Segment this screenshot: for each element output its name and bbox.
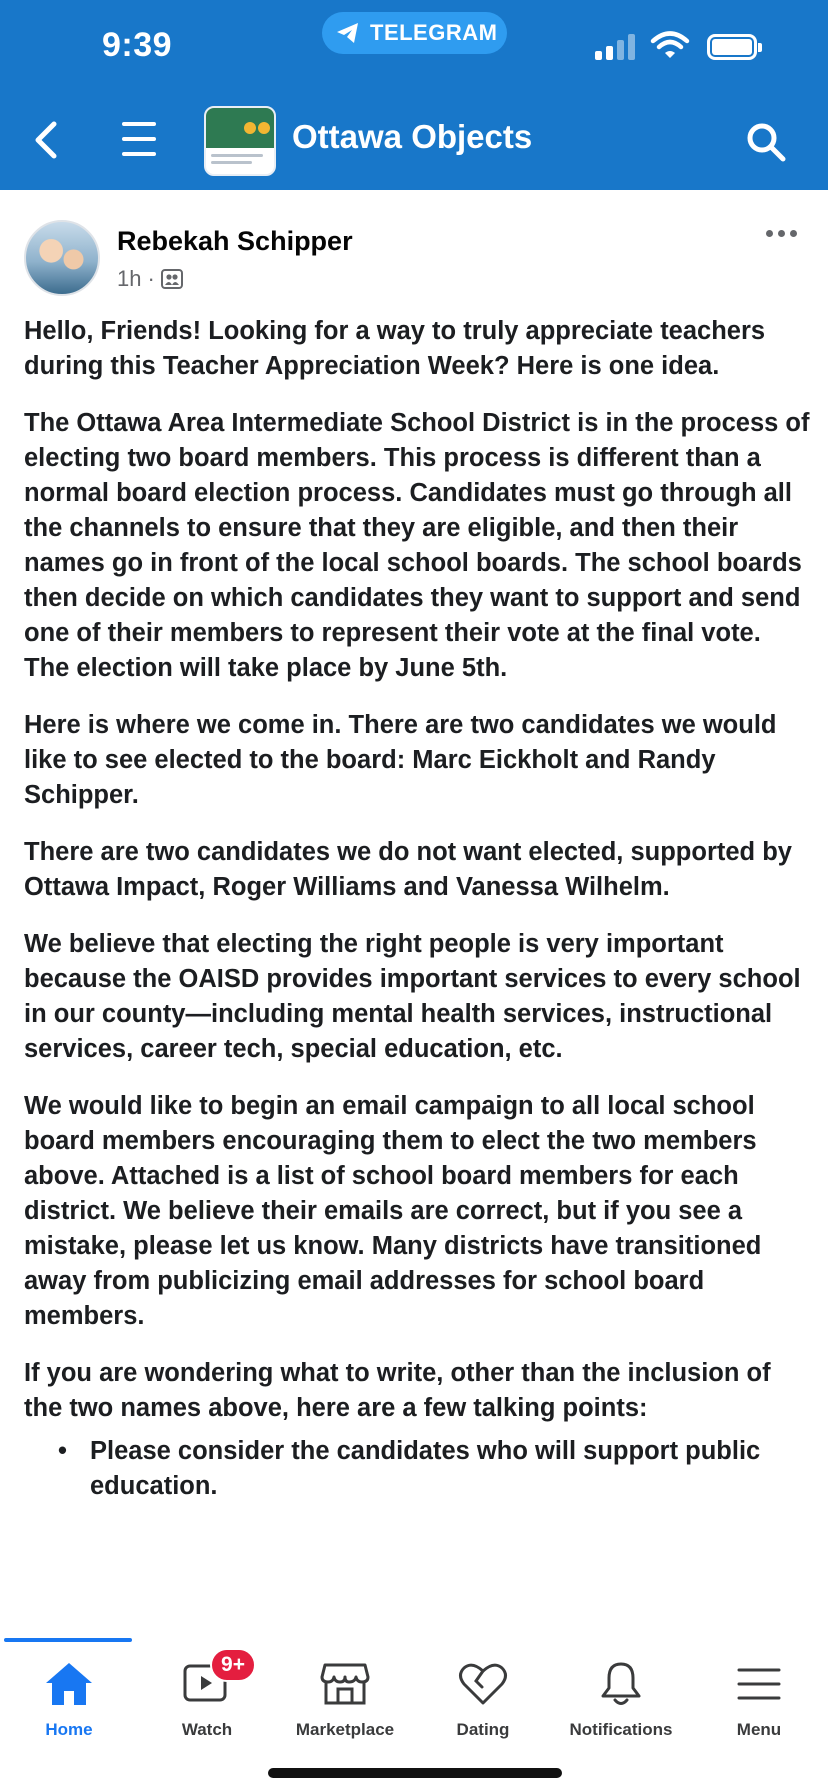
post-paragraph: Hello, Friends! Looking for a way to truly appreciate teachers during this Teacher Appreciation Week? Here is one idea.: [24, 317, 766, 380]
menu-icon: [736, 1664, 782, 1704]
post-paragraph: Here is where we come in. There are two candidates we would like to see elected to the board: Marc Eickholt and Randy Schipper.: [24, 711, 777, 809]
tab-label: Home: [45, 1720, 93, 1739]
meta-separator: ·: [147, 266, 155, 291]
tab-dating[interactable]: [414, 1658, 552, 1748]
app-header: [0, 0, 828, 190]
post-paragraph: There are two candidates we do not want elected, supported by Ottawa Impact, Roger Williams and Vanessa Wilhelm.: [24, 838, 792, 901]
back-button[interactable]: [28, 118, 68, 162]
post-paragraph: The Ottawa Area Intermediate School District is in the process of electing two board members. This process is different than a normal board election process. Candidates must go through all the channels to ensure that they are eligible, and then their names go in front of the local school boards. The school boards then decide on which candidates they want to support and send one of their members to represent their vote at the final vote. The election will take place by June 5th.: [24, 409, 810, 682]
author-name[interactable]: Rebekah Schipper: [117, 226, 353, 256]
telegram-icon: [336, 22, 360, 44]
post: [0, 190, 828, 1638]
group-menu-button[interactable]: [122, 122, 156, 156]
group-title[interactable]: Ottawa Objects: [292, 118, 533, 155]
post-paragraph: We believe that electing the right people is very important because the OAISD provides important services to every school in our county—including mental health services, instructional services, career tech, special education, etc.: [24, 930, 801, 1063]
active-tab-indicator: [4, 1638, 132, 1642]
tab-menu[interactable]: [690, 1658, 828, 1748]
tab-label: Marketplace: [295, 1720, 395, 1739]
return-app-label: TELEGRAM: [370, 20, 498, 45]
list-item: • Please consider the candidates who will support public education.: [36, 1434, 812, 1504]
tab-label: Menu: [736, 1720, 782, 1739]
home-indicator[interactable]: [268, 1768, 562, 1778]
group-audience-icon: [161, 269, 183, 289]
wifi-icon: [650, 30, 690, 60]
post-paragraph: We would like to begin an email campaign to all local school board members encouraging them to elect the two members above. Attached is a list of school board members for each district. We believe their emails are correct, but if you see a mistake, please let us know. Many districts have transitioned away from publicizing email addresses for school board members.: [24, 1092, 762, 1330]
group-cover-thumbnail[interactable]: [204, 106, 276, 176]
tab-label: Dating: [456, 1720, 510, 1739]
tab-label: Notifications: [569, 1720, 673, 1739]
dating-heart-icon: [458, 1661, 508, 1707]
tab-marketplace[interactable]: [276, 1658, 414, 1748]
bell-icon: [598, 1660, 644, 1708]
status-time: 9:39: [102, 26, 173, 64]
post-meta: [117, 266, 183, 292]
post-time[interactable]: 1h: [117, 266, 142, 291]
tab-home[interactable]: [0, 1658, 138, 1748]
return-to-telegram-button[interactable]: [322, 12, 507, 54]
tab-watch[interactable]: [138, 1653, 276, 1748]
cellular-signal-icon: [595, 34, 635, 60]
post-paragraph: If you are wondering what to write, other than the inclusion of the two names above, here are a few talking points:: [24, 1359, 771, 1422]
post-body: [24, 314, 812, 1504]
author-avatar[interactable]: [24, 220, 100, 296]
home-icon: [44, 1661, 94, 1707]
search-icon[interactable]: [744, 120, 788, 164]
talking-points-list: [36, 1434, 812, 1504]
more-options-icon[interactable]: [766, 230, 797, 237]
battery-icon: [707, 34, 757, 60]
tab-label: Watch: [181, 1720, 233, 1739]
tab-notifications[interactable]: [552, 1658, 690, 1748]
watch-badge: 9+: [210, 1648, 256, 1682]
marketplace-icon: [320, 1661, 370, 1707]
